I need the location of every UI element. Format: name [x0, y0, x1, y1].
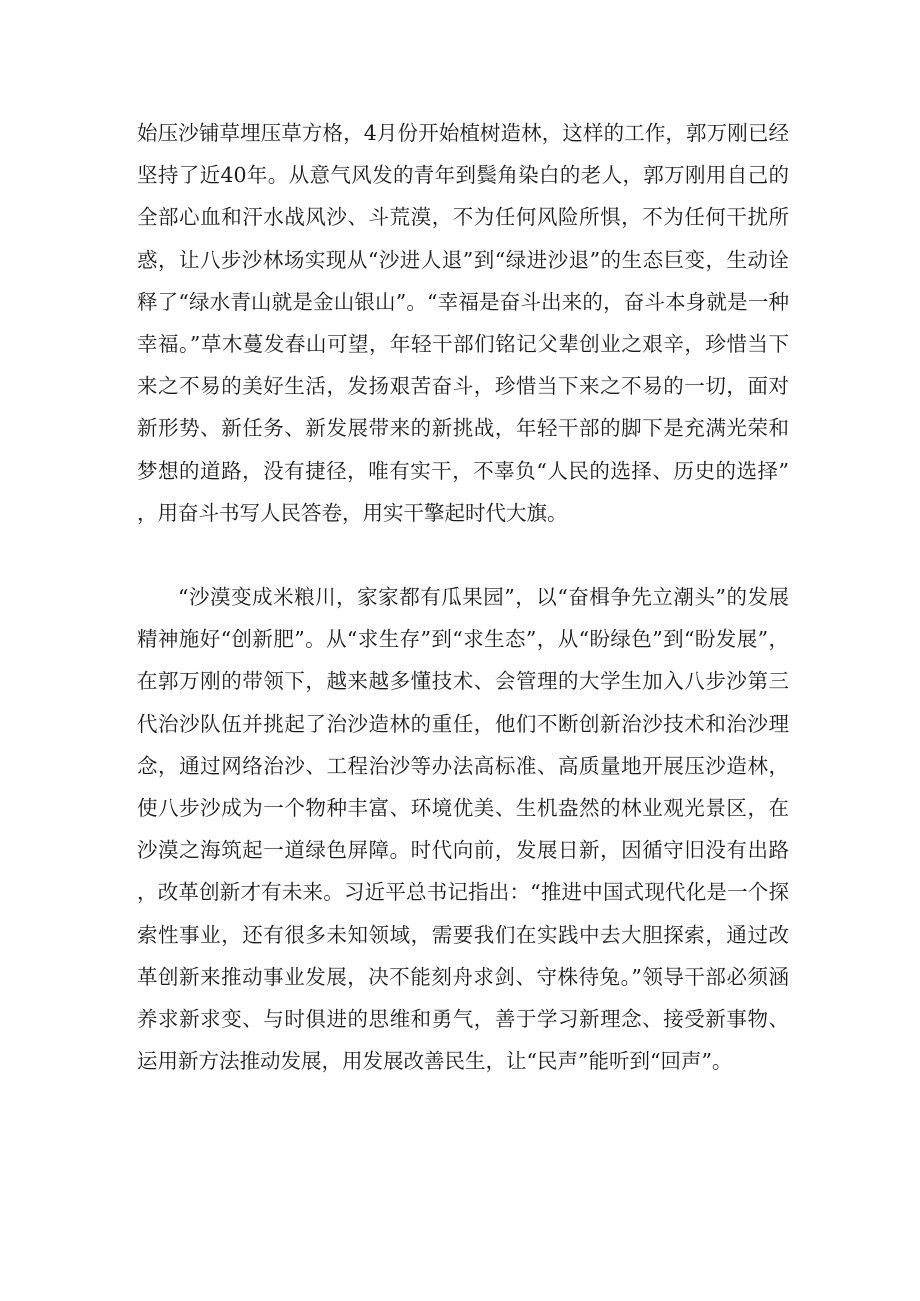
- body-paragraph-2-container: [137, 576, 789, 1082]
- body-paragraph-1: 始压沙铺草埋压草方格，4月份开始植树造林，这样的工作，郭万刚已经坚持了近40年。从意气风发的青年到鬓角染白的老人，郭万刚用自己的全部心血和汗水战风沙、斗荒漠，不为任何风险所惧，不为任何干扰所惑，让八步沙林场实现从“沙进人退”到“绿进沙退”的生态巨变，生动诠释了“绿水青山就是金山银山”。“幸福是奋斗出来的，奋斗本身就是一种幸福。”草木蔓发春山可望，年轻干部们铭记父辈创业之艰辛，珍惜当下来之不易的美好生活，发扬艰苦奋斗，珍惜当下来之不易的一切，面对新形势、新任务、新发展带来的新挑战，年轻干部的脚下是充满光荣和梦想的道路，没有捷径，唯有实干，不辜负“人民的选择、历史的选择”，用奋斗书写人民答卷，用实干擎起时代大旗。: [137, 121, 789, 525]
- body-paragraph-2: “沙漠变成米粮川，家家都有瓜果园”，以“奋楫争先立潮头”的发展精神施好“创新肥”。从“求生存”到“求生态”，从“盼绿色”到“盼发展”，在郭万刚的带领下，越来越多懂技术、会管理的大学生加入八步沙第三代治沙队伍并挑起了治沙造林的重任，他们不断创新治沙技术和治沙理念，通过网络治沙、工程治沙等办法高标准、高质量地开展压沙造林，使八步沙成为一个物种丰富、环境优美、生机盎然的林业观光景区，在沙漠之海筑起一道绿色屏障。时代向前，发展日新，因循守旧没有出路，改革创新才有未来。习近平总书记指出：“推进中国式现代化是一个探索性事业，还有很多未知领域，需要我们在实践中去大胆探索，通过改革创新来推动事业发展，决不能刻舟求剑、守株待兔。”领导干部必须涵养求新求变、与时俱进的思维和勇气，善于学习新理念、接受新事物、运用新方法推动发展，用发展改善民生，让“民声”能听到“回声”。: [137, 585, 789, 1074]
